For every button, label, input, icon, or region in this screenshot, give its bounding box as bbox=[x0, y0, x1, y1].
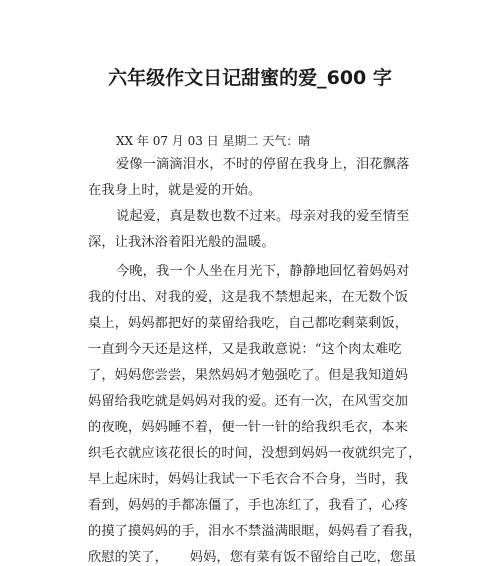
body-line: 在我身上时，就是爱的开始。 bbox=[88, 183, 262, 198]
body-line: 早上起床时，妈妈让我试一下毛衣合不合身，当时，我 bbox=[88, 472, 409, 487]
body-line: 了，妈妈您尝尝，果然妈妈才勉强吃了。但是我知道妈 bbox=[88, 368, 409, 383]
body-line: 看到，妈妈的手都冻僵了，手也冻红了，我看了，心疼 bbox=[88, 498, 409, 513]
body-line: 桌上，妈妈都把好的菜留给我吃，自己都吃剩菜剩饭， bbox=[88, 316, 409, 331]
body-line: 一直到今天还是这样，又是我敢意说：“这个肉太难吃 bbox=[88, 342, 402, 357]
body-line: 我的付出、对我的爱，这是我不禁想起来，在无数个饭 bbox=[88, 290, 409, 305]
body-line: 的摸了摸妈妈的手，泪水不禁溢满眼眶，妈妈看了看我， bbox=[88, 524, 422, 539]
body-line: 今晚，我一个人坐在月光下，静静地回忆着妈妈对 bbox=[116, 264, 410, 279]
body-line: 妈留给我吃就是妈妈对我的爱。还有一次，在风雪交加 bbox=[88, 394, 409, 409]
body-line: 说起爱，真是数也数不过来。母亲对我的爱至情至 bbox=[116, 209, 410, 224]
body-line: 欣慰的笑了， 妈妈，您有菜有饭不留给自己吃，您虽 bbox=[88, 550, 417, 565]
document-title: 六年级作文日记甜蜜的爱_600 字 bbox=[108, 67, 392, 89]
body-line: 织毛衣就应该花很长的时间，没想到妈妈一夜就织完了， bbox=[88, 446, 422, 461]
diary-dateline: XX 年 07 月 03 日 星期二 天气：晴 bbox=[116, 134, 311, 148]
body-line: 深，让我沐浴着阳光般的温暖。 bbox=[88, 235, 275, 250]
body-line: 的夜晚，妈妈睡不着，便一针一针的给我织毛衣，本来 bbox=[88, 420, 409, 435]
body-line: 爱像一滴滴泪水，不时的停留在我身上，泪花飘落 bbox=[116, 157, 410, 172]
